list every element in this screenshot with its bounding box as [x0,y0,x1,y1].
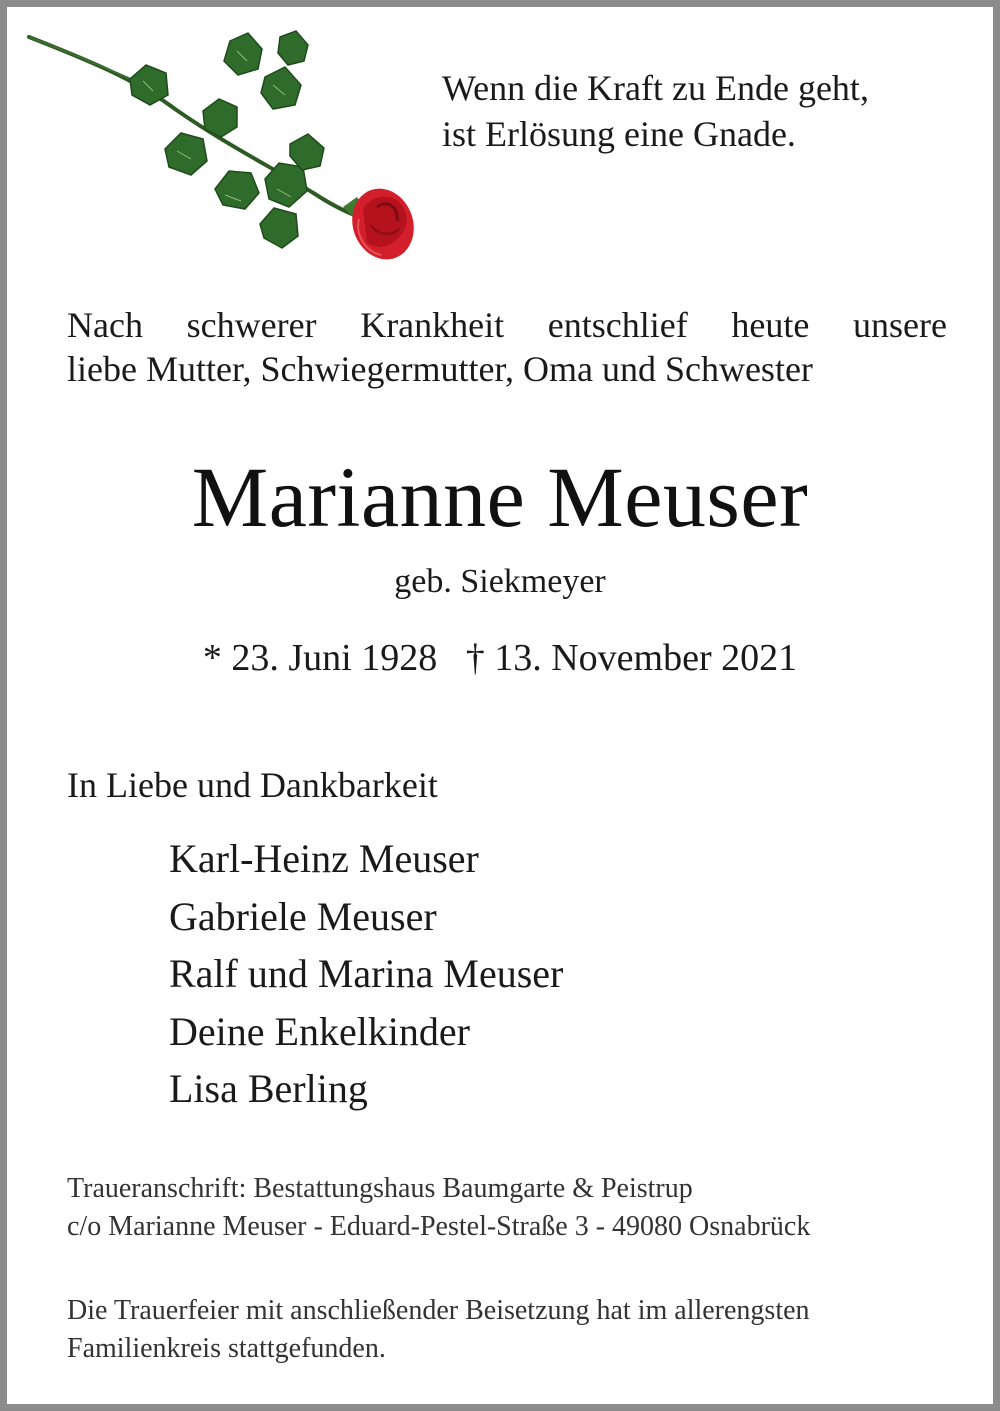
funeral-note-line-1: Die Trauerfeier mit anschließender Beisetzung hat im allerengsten [67,1295,810,1326]
birth-date: * 23. Juni 1928 [202,637,438,679]
mourning-address-line-2: c/o Marianne Meuser - Eduard-Pestel-Straße 3 - 49080 Osnabrück [67,1211,811,1242]
mourner-name: Lisa Berling [169,1066,368,1111]
closing-phrase: In Liebe und Dankbarkeit [67,765,438,805]
rose-icon [25,29,425,269]
deceased-name: Marianne Meuser [191,449,809,545]
life-dates [7,634,993,682]
motto-line-1: Wenn die Kraft zu Ende geht, [442,68,869,108]
motto [442,65,869,157]
mourner-name: Ralf und Marina Meuser [169,951,564,996]
mourning-address-line-1: Traueranschrift: Bestattungshaus Baumgarte & Peistrup [67,1173,693,1204]
mourner-name: Deine Enkelkinder [169,1008,470,1054]
motto-line-2: ist Erlösung eine Gnade. [442,114,796,154]
mourner-name: Karl-Heinz Meuser [169,836,479,881]
birth-name: geb. Siekmeyer [394,563,606,600]
intro-line-2: liebe Mutter, Schwiegermutter, Oma und Schwester [67,349,813,389]
mourners-list [169,834,563,1122]
funeral-note-line-2: Familienkreis stattgefunden. [67,1333,386,1364]
intro-line-1: Nach schwerer Krankheit entschlief heute unsere [67,305,947,345]
mourner-name: Gabriele Meuser [169,893,437,939]
death-date: † 13. November 2021 [465,637,798,679]
